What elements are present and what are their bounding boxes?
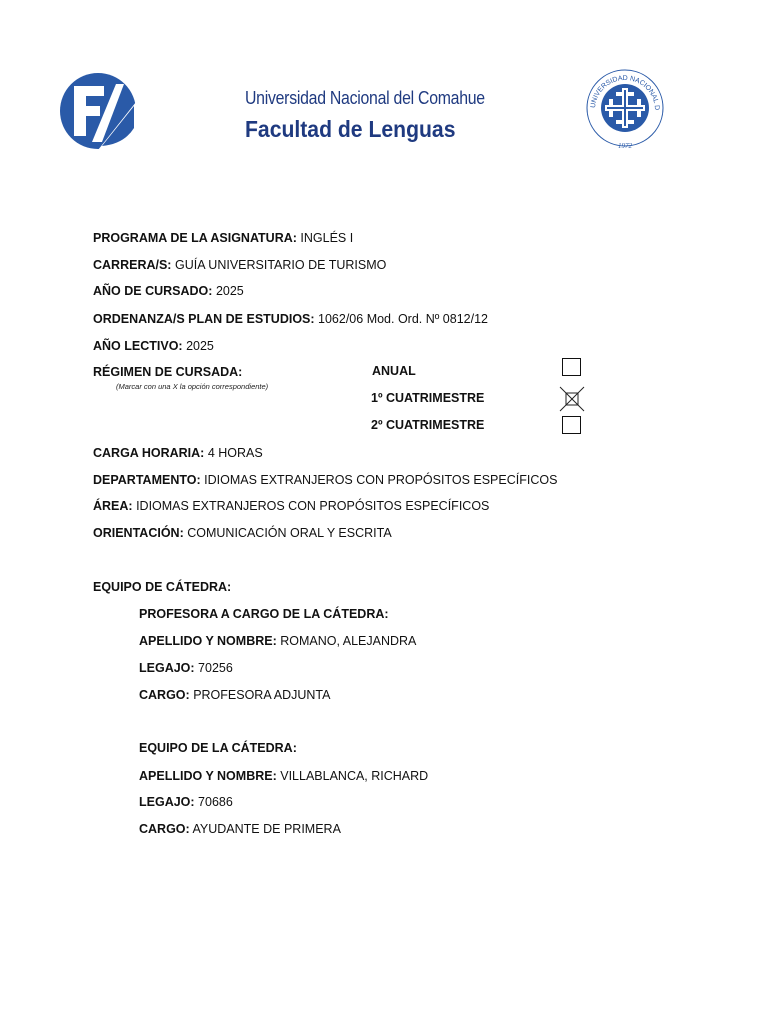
option-1-cuatrimestre-checkbox[interactable] xyxy=(562,390,581,408)
field-ordenanza xyxy=(93,311,488,327)
field-label: ORIENTACIÓN: xyxy=(93,526,184,540)
field-label: CARRERA/S: xyxy=(93,258,172,272)
field-programa xyxy=(93,230,353,246)
field-label: LEGAJO: xyxy=(139,795,195,809)
field-anio-lectivo xyxy=(93,338,214,354)
field-value: 70256 xyxy=(198,661,233,675)
faculty-logo xyxy=(58,72,138,150)
field-departamento xyxy=(93,472,557,488)
field-value: 70686 xyxy=(198,795,233,809)
option-anual-checkbox[interactable] xyxy=(562,358,581,376)
field-value: INGLÉS I xyxy=(300,231,354,245)
field-value: 4 HORAS xyxy=(207,446,263,460)
field-label: ORDENANZA/S PLAN DE ESTUDIOS: xyxy=(93,312,315,326)
field-value: ROMANO, ALEJANDRA xyxy=(280,634,417,648)
field-label: CARGO: xyxy=(139,822,190,836)
field-value: 1062/06 Mod. Ord. Nº 0812/12 xyxy=(318,312,488,326)
field-label: AÑO LECTIVO: xyxy=(93,339,183,353)
university-name: Universidad Nacional del Comahue xyxy=(245,88,485,108)
field-value: 2025 xyxy=(215,284,244,298)
field-value: IDIOMAS EXTRANJEROS CON PROPÓSITOS ESPECÍFICOS xyxy=(136,499,490,513)
checked-box-icon xyxy=(558,386,586,412)
field-label: CARGA HORARIA: xyxy=(93,446,205,460)
field-label: RÉGIMEN DE CURSADA: xyxy=(93,365,243,379)
option-2-cuatrimestre-label: 2º CUATRIMESTRE xyxy=(371,418,485,432)
option-1-cuatrimestre-label: 1º CUATRIMESTRE xyxy=(371,391,485,405)
miembro-legajo xyxy=(139,794,233,810)
field-value: GUÍA UNIVERSITARIO DE TURISMO xyxy=(174,258,387,272)
field-area xyxy=(93,498,489,514)
field-regimen xyxy=(93,364,242,380)
field-value: IDIOMAS EXTRANJEROS CON PROPÓSITOS ESPECÍFICOS xyxy=(204,473,558,487)
profesora-legajo xyxy=(139,660,233,676)
svg-text:1972: 1972 xyxy=(618,142,632,150)
option-2-cuatrimestre-checkbox[interactable] xyxy=(562,416,581,434)
university-seal xyxy=(583,68,667,152)
field-label: APELLIDO Y NOMBRE: xyxy=(139,634,277,648)
field-label: AÑO DE CURSADO: xyxy=(93,284,213,298)
faculty-name: Facultad de Lenguas xyxy=(245,116,456,142)
field-orientacion xyxy=(93,525,392,541)
section-subheading: PROFESORA A CARGO DE LA CÁTEDRA: xyxy=(139,607,389,621)
field-value: COMUNICACIÓN ORAL Y ESCRITA xyxy=(187,526,392,540)
profesora-heading xyxy=(139,606,389,622)
field-value: AYUDANTE DE PRIMERA xyxy=(192,822,341,836)
field-anio-cursado xyxy=(93,283,244,299)
field-carrera xyxy=(93,257,386,273)
miembro-nombre xyxy=(139,768,428,784)
equipo-catedra-heading xyxy=(139,740,297,756)
miembro-cargo xyxy=(139,821,341,837)
field-label: PROGRAMA DE LA ASIGNATURA: xyxy=(93,231,297,245)
equipo-heading xyxy=(93,579,231,595)
profesora-cargo xyxy=(139,687,330,703)
field-label: ÁREA: xyxy=(93,499,133,513)
section-subheading: EQUIPO DE LA CÁTEDRA: xyxy=(139,741,297,755)
field-value: VILLABLANCA, RICHARD xyxy=(280,769,429,783)
field-value: 2025 xyxy=(186,339,214,353)
option-anual-label: ANUAL xyxy=(372,364,416,378)
section-heading: EQUIPO DE CÁTEDRA: xyxy=(93,580,232,594)
regimen-note: (Marcar con una X la opción correspondiente) xyxy=(116,382,269,391)
profesora-nombre xyxy=(139,633,416,649)
field-label: CARGO: xyxy=(139,688,190,702)
svg-text:UNIVERSIDAD NACIONAL DEL COMAH: UNIVERSIDAD NACIONAL D xyxy=(590,74,661,111)
field-carga xyxy=(93,445,263,461)
field-label: LEGAJO: xyxy=(139,661,195,675)
field-label: APELLIDO Y NOMBRE: xyxy=(139,769,277,783)
field-value: PROFESORA ADJUNTA xyxy=(193,688,331,702)
field-label: DEPARTAMENTO: xyxy=(93,473,201,487)
